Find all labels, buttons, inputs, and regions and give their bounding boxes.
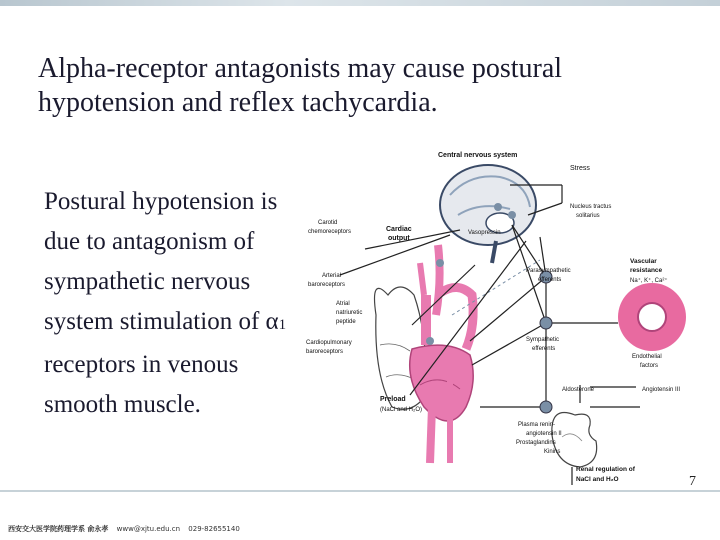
label-renal-1: Renal regulation of	[576, 466, 635, 473]
body-text	[44, 182, 294, 425]
label-renal-2: NaCl and H₂O	[576, 476, 619, 483]
label-cardiac-1: Cardiac	[386, 226, 412, 233]
label-cns: Central nervous system	[438, 152, 518, 159]
label-cardio-1: Cardiopulmonary	[306, 340, 352, 346]
label-preload-1: Preload	[380, 396, 406, 403]
brain-illustration	[440, 165, 536, 263]
label-renin-1: Plasma renin-	[518, 422, 556, 428]
label-aldosterone: Aldosterone	[562, 387, 595, 393]
label-stress: Stress	[570, 165, 590, 172]
footer-divider	[0, 490, 720, 492]
label-ions: Na⁺, K⁺, Ca²⁺	[630, 278, 668, 284]
node-sympathetic	[540, 317, 552, 329]
node-preload	[540, 401, 552, 413]
slide-title: Alpha-receptor antagonists may cause postural hypotension and reflex tachycardia.	[38, 53, 563, 118]
label-kinins: Kinins	[544, 449, 561, 455]
top-decoration-stripe	[0, 0, 720, 6]
label-angiotensin3: Angiotensin III	[642, 387, 681, 393]
label-para-1: Parasympathetic	[526, 268, 571, 274]
label-vasopressin: Vasopressin	[468, 230, 501, 236]
vessel-cross-section	[618, 283, 686, 351]
body-text-tail: receptors in venous smooth muscle.	[44, 351, 239, 418]
label-anp-3: peptide	[336, 319, 356, 325]
body-text-main: Postural hypotension is due to antagonism of sympathetic nervous system stimulation of α	[44, 188, 279, 335]
footer-organization: 西安交大医学院药理学系 俞永孝	[8, 525, 109, 533]
label-cardio-2: baroreceptors	[306, 349, 344, 355]
blood-pressure-regulation-diagram	[300, 145, 710, 490]
node-cardiopulmonary	[426, 337, 434, 345]
label-anp-2: natriuretic	[336, 310, 363, 316]
label-renin-2: angiotensin II	[526, 431, 562, 437]
label-arterial-2: baroreceptors	[308, 282, 346, 288]
label-preload-2: (NaCl and H₂O)	[380, 407, 423, 413]
label-anp-1: Atrial	[336, 301, 350, 307]
heart-illustration	[410, 245, 540, 463]
page-number: 7	[689, 474, 696, 489]
label-carotid-2: chemoreceptors	[308, 229, 352, 235]
label-symp-2: efferents	[532, 346, 556, 352]
label-arterial-1: Arterial	[322, 273, 342, 279]
node-carotid	[436, 259, 444, 267]
label-nucleus-2: solitarius	[576, 213, 600, 219]
footer-phone: 029-82655140	[188, 525, 240, 533]
label-cardiac-2: output	[388, 235, 410, 242]
footer	[8, 524, 246, 534]
label-prostaglandins: Prostaglandins	[516, 440, 556, 446]
footer-url[interactable]: www@xjtu.edu.cn	[116, 525, 181, 533]
label-endo-1: Endothelial	[632, 354, 662, 360]
kidney-illustration	[552, 413, 597, 468]
label-symp-1: Sympathetic	[526, 337, 560, 343]
label-endo-2: factors	[640, 363, 659, 369]
label-vasc-2: resistance	[630, 267, 663, 274]
label-para-2: efferents	[538, 277, 562, 283]
label-vasc-1: Vascular	[630, 258, 657, 265]
label-nucleus-1: Nucleus tractus	[570, 204, 612, 210]
body-text-subscript: 1	[278, 317, 287, 333]
label-carotid-1: Carotid	[318, 220, 338, 226]
